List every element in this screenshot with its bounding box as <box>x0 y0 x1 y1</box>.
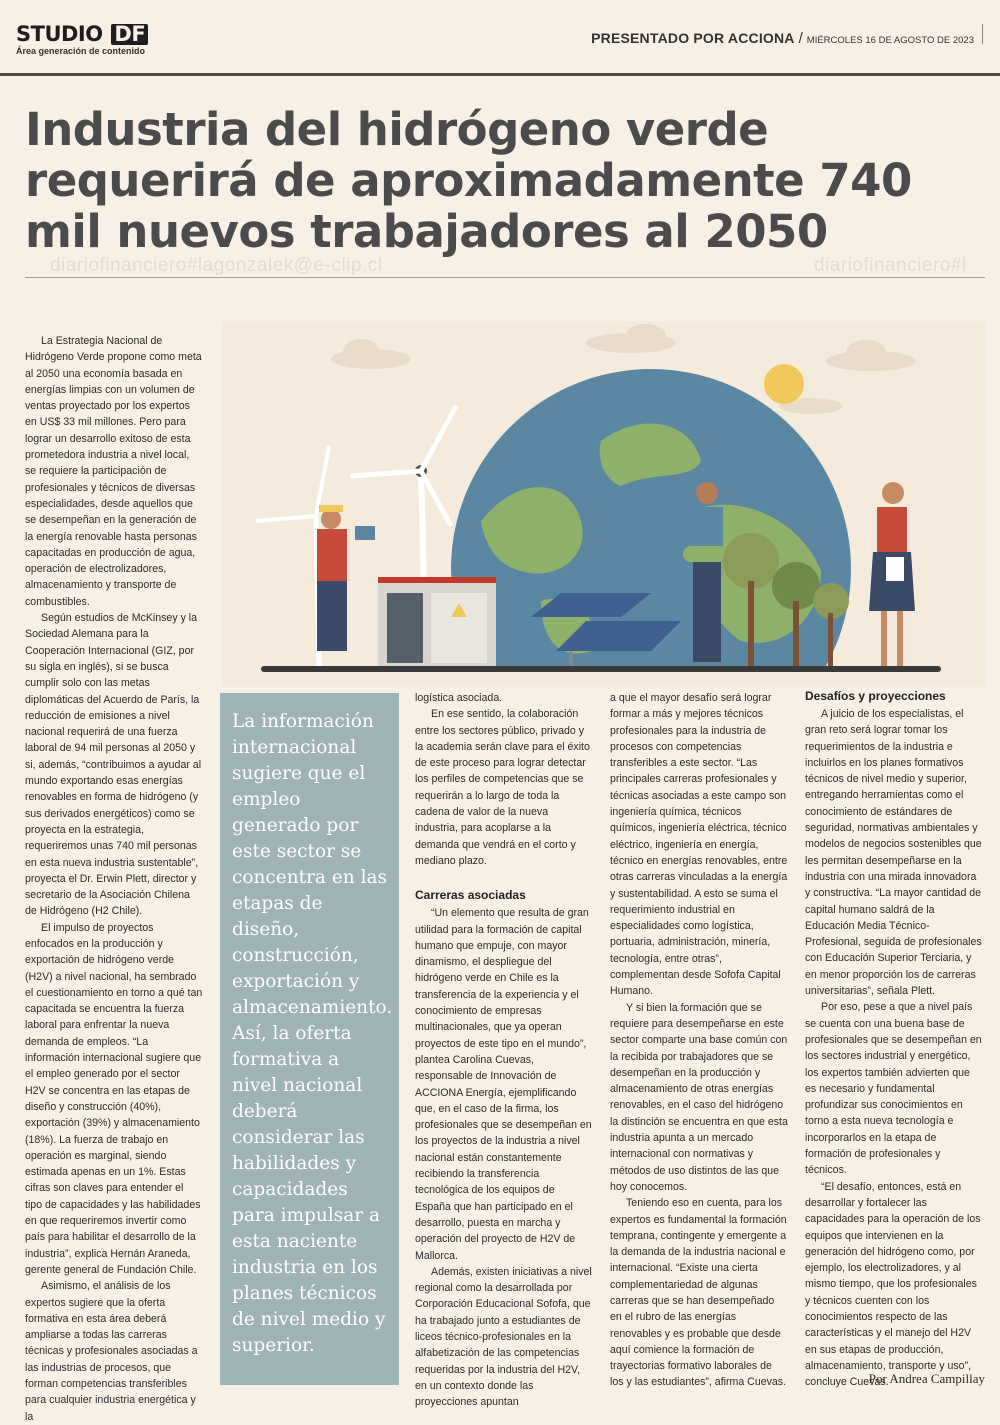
paragraph: Teniendo eso en cuenta, para los expertos es fundamental la formación temprana, contingente y emergente a la demanda de la industria nacional e internacional. “Existe una cierta complementariedad de algunas carreras que se han desempeñado en el rubro de las energías renovables y es probable que desde aquí comience la formación de trayectorias formativo laborales de los y las estudiantes”, afirma Cuevas. <box>610 1197 787 1389</box>
byline: Por Andrea Campillay <box>868 1371 985 1386</box>
paragraph: Por eso, pese a que a nivel país se cuenta con una buena base de profesionales que se desempeñan en los sectores industrial y energético, los expertos también advierten que es necesario y fundamental profundizar sus conocimientos en torno a esta nueva tecnología e incorporarlos en la etapa de formación de profesionales y técnicos. <box>805 1001 982 1177</box>
pullquote-box <box>220 693 399 1385</box>
article-column-4 <box>610 690 788 1391</box>
section-heading-desafios: Desafíos y proyecciones <box>805 689 946 703</box>
paragraph: En ese sentido, la colaboración entre los sectores público, privado y la academia serán clave para el éxito de este proceso para lograr detectar los perfiles de competencias que se requerirán a lo largo de toda la cadena de valor de la nueva industria, para acoplarse a la demanda que vendrá en el corto y mediano plazo. <box>415 708 590 867</box>
article-column-1 <box>25 333 203 1425</box>
sponsor-label: PRESENTADO POR ACCIONA <box>591 30 795 46</box>
header-rule <box>0 73 1000 76</box>
paragraph: logística asociada. <box>415 692 503 704</box>
watermark-left: diariofinanciero#lagonzalek@e-clip.cl <box>50 255 383 276</box>
paragraph: Según estudios de McKinsey y la Sociedad Alemana para la Cooperación Internacional (GIZ, por su sigla en inglés), si se busca cumplir solo con las metas diplomáticas del Acuerdo de París, la reducción de emisiones a nivel nacional requerirá de una fuerza laboral de 94 mil personas al 2050 y si, además, “contribuimos a ayudar al mundo exportando esas energías renovables en forma de hidrógeno (y sus derivados energéticos) como se proyecta en la estrategia, requeriremos unas 740 mil personas en esta nueva industria sustentable”, proyecta el Dr. Erwin Plett, director y secretario de la Asociación Chilena de Hidrógeno (H2 Chile). <box>25 612 202 918</box>
article-title: Industria del hidrógeno verde requerirá de aproximadamente 740 mil nuevos trabajadores al 2050 <box>25 103 912 258</box>
pullquote-text: La información internacional sugiere que el empleo generado por este sector se concentra en las etapas de diseño, construcción, exportación y almacenamiento. Así, la oferta formativa a nivel nacional deberá considerar las habilidades y capacidades para impulsar a esta naciente industria en los planes técnicos de nivel medio y superior. <box>232 711 393 1356</box>
section-heading-carreras: Carreras asociadas <box>415 888 526 903</box>
page-header <box>0 0 1000 74</box>
brand-logo <box>16 22 148 46</box>
separator: / <box>798 30 803 47</box>
sponsor-line <box>591 30 974 47</box>
paragraph: “Un elemento que resulta de gran utilidad para la formación de capital humano que empuje, con mayor dinamismo, el despliegue del hidrógeno verde en Chile es la transferencia de la experiencia y el conocimiento de empresas multinacionales, que ya operan proyectos de este tipo en el mundo”, plantea Carolina Cuevas, responsable de Innovación de ACCIONA Energía, ejemplificando que, en el caso de la firma, los profesionales que se desempeñan en los proyectos de la industria a nivel nacional están constantemente recibiendo la transferencia tecnológica de los equipos de España que han participado en el desarrollo, puesta en marcha y operación del proyecto de H2V de Mallorca. <box>415 907 592 1262</box>
paragraph: La Estrategia Nacional de Hidrógeno Verde propone como meta al 2050 una economía basada en energías limpias con un volumen de ventas proyectado por los expertos en US$ 33 mil millones. Pero para lograr un desarrollo exitoso de esta prometedora industria a nivel local, se requiere la participación de profesionales y técnicos de diversas especialidades, desde aquellos que se desempeñan en la generación de la energía renovable hasta personas capacitadas en producción de agua, operación de electrolizadores, almacenamiento y transporte de combustibles. <box>25 335 202 608</box>
article-column-5 <box>805 690 983 1390</box>
ground-line <box>261 666 941 672</box>
article-column-3 <box>415 690 593 1410</box>
paragraph: El impulso de proyectos enfocados en la producción y exportación de hidrógeno verde (H2V) a nivel nacional, ha sembrado el cuestionamiento en torno a qué tan capacitada se encuentra la fuerza laboral para enfrentar la nueva demanda de empleos. “La información internacional sugiere que el empleo generado por el sector H2V se concentra en las etapas de diseño y construcción (40%), exportación (39%) y almacenamiento (18%). La fuerza de trabajo en operación es marginal, siendo estimada apenas en un 1%. Estas cifras son claves para entender el tipo de capacidades y las habilidades en que requeriremos invertir como país para habilitar el desarrollo de la industria”, explica Hernán Araneda, gerente general de Fundación Chile. <box>25 921 203 1276</box>
paragraph: “El desafío, entonces, está en desarrollar y fortalecer las capacidades para la operación de los equipos que intervienen en la generación del hidrógeno como, por ejemplo, los electrolizadores, y al mismo tiempo, que los profesionales y técnicos cuenten con los conocimientos respecto de las características y el manejo del H2V en sus etapas de producción, almacenamiento, transporte y uso”, concluye Cuevas. <box>805 1180 981 1389</box>
watermark-right: diariofinanciero#l <box>814 255 967 276</box>
paragraph: A juicio de los especialistas, el gran reto será lograr tomar los requerimientos de la industria e incluirlos en los planes formativos técnicos de nivel medio y superior, entregando herramientas como el conocimiento de estándares de seguridad, normativas ambientales y modelos de negocios sostenibles que les permitan desempeñarse en la industria con una mirada innovadora y constructiva. “La mayor cantidad de capital humano saldrá de la Educación Media Técnico-Profesional, seguida de profesionales con Educación Superior Terciaria, y en menor proporción los de carreras universitarias”, señala Plett. <box>805 708 982 998</box>
paragraph: a que el mayor desafío será lograr formar a más y mejores técnicos profesionales para la industria de procesos con competencias transferibles a este sector. “Las principales carreras profesionales y técnicas asociadas a este campo son ingeniería química, técnicos químicos, ingeniería eléctrica, técnico eléctrico, ingeniería en energía, técnico en energías renovables, entre otras carreras vinculadas a la energía y sustentabilidad. A esto se suma el requerimiento industrial en especialidades como logística, portuaria, administración, minería, tecnología, entre otras”, complementan desde Sofofa Capital Humano. <box>610 692 788 998</box>
article-illustration <box>221 321 985 687</box>
paragraph: Y si bien la formación que se requiere para desempeñarse en este sector comparte una base común con la recibida por trabajadores que se desempeñan en la producción y almacenamiento de otras energías renovables, en el caso del hidrógeno la distinción se encuentra en que esta industria apunta a un mercado internacional con normativas y métodos de uso distintos de las que hoy conocemos. <box>610 1001 788 1193</box>
paragraph: Además, existen iniciativas a nivel regional como la desarrollada por Corporación Educacional Sofofa, que ha trabajado junto a estudiantes de liceos técnico-profesionales en la alfabetización de las competencias requeridas por la industria del H2V, en un contexto donde las proyecciones apuntan <box>415 1265 592 1409</box>
title-rule <box>25 277 985 278</box>
header-divider <box>982 24 983 44</box>
electrolyzer-icon <box>378 577 496 671</box>
paragraph: Asimismo, el análisis de los expertos sugiere que la oferta formativa en esta área deberá ampliarse a todas las carreras técnicas y profesionales asociadas a las industrias de procesos, que forman competencias transferibles para cualquier industria energética y la <box>25 1280 198 1423</box>
brand-name: STUDIO <box>16 22 103 46</box>
sun-icon <box>764 364 804 404</box>
hydrogen-illustration <box>221 321 985 687</box>
brand-mark: DF <box>111 24 148 45</box>
issue-date: MIÉRCOLES 16 DE AGOSTO DE 2023 <box>806 35 974 46</box>
brand-subtitle: Área generación de contenido <box>16 46 146 56</box>
